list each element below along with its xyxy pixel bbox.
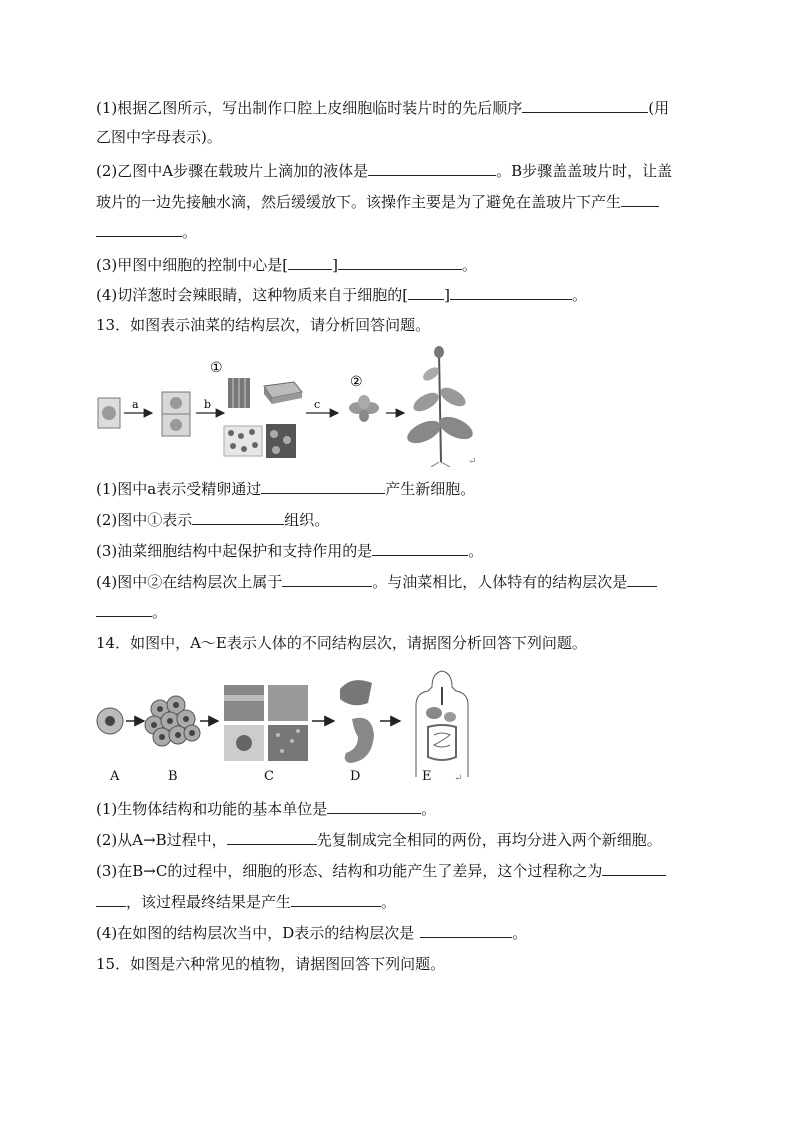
- answer-blank[interactable]: [288, 254, 332, 270]
- arrow-a-label: a: [132, 398, 139, 411]
- answer-blank[interactable]: [408, 284, 444, 300]
- answer-blank[interactable]: [291, 891, 381, 907]
- q14-part3-line1: (3)在B→C的过程中，细胞的形态、结构和功能产生了差异，这个过程称之为: [96, 860, 666, 881]
- return-mark: ↵: [454, 773, 463, 784]
- label-E: E: [422, 769, 432, 784]
- cell-cluster-B: [145, 696, 200, 746]
- q13-part2: (2)图中①表示 组织。: [96, 511, 330, 529]
- q13-part4-line1: (4)图中②在结构层次上属于 。与油菜相比，人体特有的结构层次是: [96, 571, 657, 592]
- return-mark: ↵: [468, 456, 477, 467]
- human-figure-svg: [96, 665, 476, 785]
- label-B: B: [168, 769, 178, 784]
- q12-part3: (3)甲图中细胞的控制中心是[ ] 。: [96, 256, 477, 274]
- answer-blank[interactable]: [327, 798, 421, 814]
- answer-blank[interactable]: [368, 160, 496, 176]
- tissue-protective: [264, 382, 302, 404]
- arrow-c-label: c: [314, 398, 321, 411]
- q15-title: 15．如图是六种常见的植物，请据图回答下列问题。: [96, 955, 446, 973]
- answer-blank[interactable]: [96, 601, 152, 617]
- two-cells: [162, 392, 190, 436]
- rapeseed-structure-figure: [96, 342, 486, 467]
- label-D: D: [350, 769, 361, 784]
- q14-title: 14．如图中，A～E表示人体的不同结构层次，请据图分析回答下列问题。: [96, 634, 587, 652]
- label-C: C: [264, 769, 274, 784]
- answer-blank[interactable]: [261, 478, 385, 494]
- answer-blank[interactable]: [282, 571, 372, 587]
- answer-blank[interactable]: [450, 284, 572, 300]
- q13-title: 13．如图表示油菜的结构层次，请分析回答问题。: [96, 316, 431, 334]
- q13-part1: (1)图中a表示受精卵通过 产生新细胞。: [96, 480, 476, 498]
- q12-part1-line2: 乙图中字母表示)。: [96, 128, 222, 146]
- mark-2: ②: [350, 374, 363, 390]
- q12-part2-line1: (2)乙图中A步骤在载玻片上滴加的液体是 。B步骤盖盖玻片时，让盖: [96, 162, 673, 180]
- q12-part2-line2: 玻片的一边先接触水滴，然后缓缓放下。该操作主要是为了避免在盖玻片下产生: [96, 191, 659, 212]
- rapeseed-plant: [404, 346, 476, 467]
- cell-A: [97, 708, 123, 734]
- q14-part1: (1)生物体结构和功能的基本单位是 。: [96, 800, 437, 818]
- q14-part4: (4)在如图的结构层次当中，D表示的结构层次是 。: [96, 924, 528, 942]
- flower-organ: [349, 395, 379, 422]
- tissue-conducting: [228, 378, 250, 408]
- q12-part1-line1: (1)根据乙图所示，写出制作口腔上皮细胞临时装片时的先后顺序 (用: [96, 99, 670, 117]
- label-A: A: [110, 769, 120, 784]
- q12-part4: (4)切洋葱时会辣眼睛，这种物质来自于细胞的[ ] 。: [96, 286, 587, 304]
- tissue-nutritive: [224, 426, 262, 456]
- human-body-E: [416, 671, 468, 777]
- answer-blank[interactable]: [372, 540, 468, 556]
- organs-D: [340, 680, 374, 763]
- answer-blank[interactable]: [96, 221, 182, 237]
- q14-part2: (2)从A→B过程中， 先复制成完全相同的两份，再均分进入两个新细胞。: [96, 831, 662, 849]
- answer-blank[interactable]: [227, 829, 317, 845]
- mark-1: ①: [210, 360, 223, 376]
- tissues-C: [224, 685, 308, 761]
- human-structure-figure: [96, 665, 476, 785]
- answer-blank[interactable]: [627, 571, 657, 587]
- answer-blank[interactable]: [522, 97, 648, 113]
- arrow-b-label: b: [204, 398, 212, 411]
- rapeseed-figure-svg: [96, 342, 486, 467]
- answer-blank[interactable]: [621, 191, 659, 207]
- tissue-mechanical: [266, 424, 296, 458]
- answer-blank[interactable]: [420, 922, 512, 938]
- answer-blank[interactable]: [96, 891, 126, 907]
- q13-part3: (3)油菜细胞结构中起保护和支持作用的是 。: [96, 542, 484, 560]
- answer-blank[interactable]: [338, 254, 462, 270]
- answer-blank[interactable]: [602, 860, 666, 876]
- answer-blank[interactable]: [192, 509, 284, 525]
- fertilized-egg-cell: [98, 398, 120, 428]
- q12-part2-line3: 。: [96, 221, 197, 242]
- q13-part4-line2: 。: [96, 601, 167, 622]
- q14-part3-line2: ，该过程最终结果是产生 。: [96, 891, 396, 912]
